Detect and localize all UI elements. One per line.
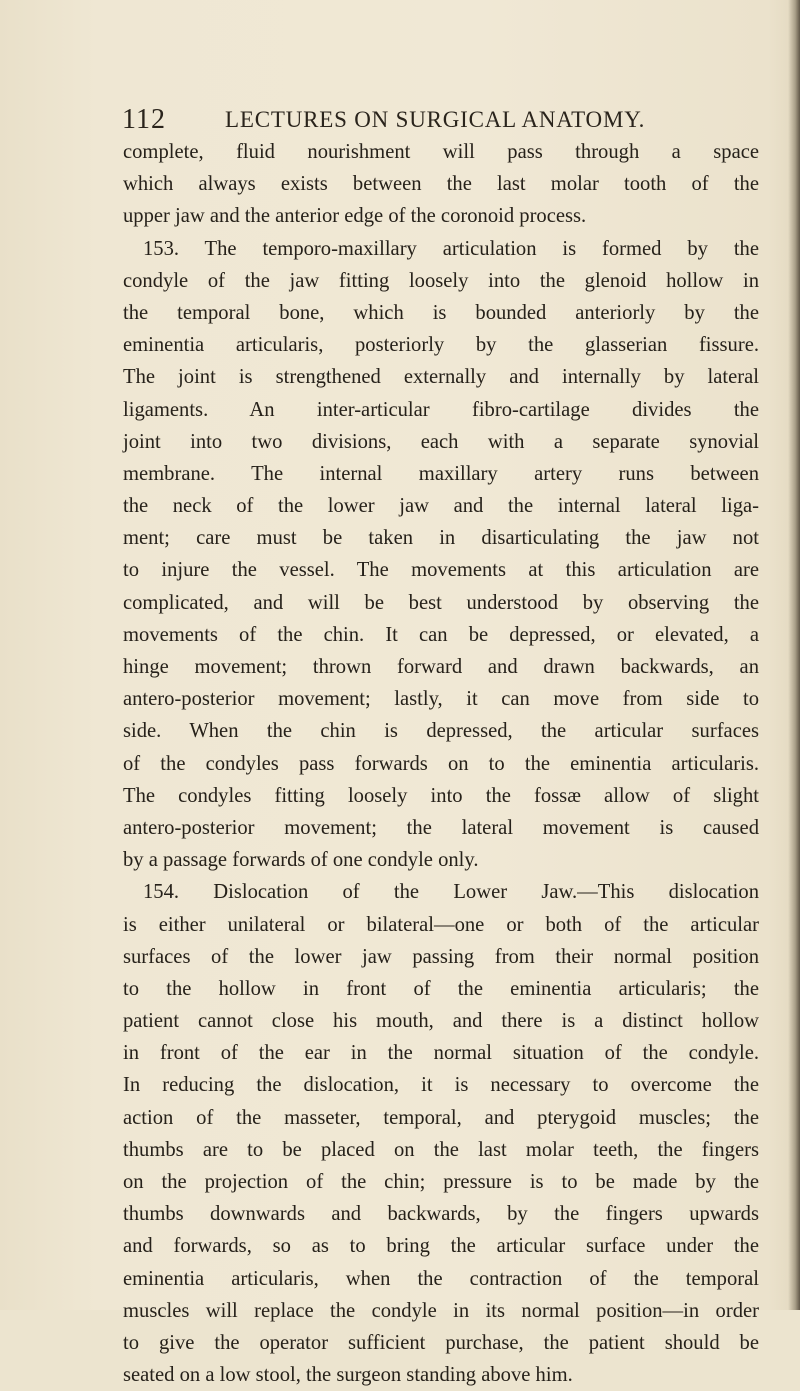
text-line: on the projection of the chin; pressure is to be made by the [123,1171,759,1193]
page-edge-shadow [788,0,800,1310]
running-head [122,100,722,140]
body-text [123,136,759,1391]
text-line: action of the masseter, temporal, and pterygoid muscles; the [123,1106,759,1129]
text-line: joint into two divisions, each with a separate synovial [123,430,759,453]
text-line: complete, fluid nourishment will pass through a space [123,141,759,163]
text-line: condyle of the jaw fitting loosely into the glenoid hollow in [123,269,759,292]
text-line: to injure the vessel. The movements at this articulation are [123,559,759,582]
paragraph-154-start: 154. Dislocation of the Lower Jaw.—This dislocation [143,881,759,904]
text-line: to the hollow in front of the eminentia articularis; the [123,977,759,1000]
text-line: antero-posterior movement; the lateral movement is caused [123,816,759,839]
text-line: thumbs are to be placed on the last molar teeth, the fingers [123,1138,759,1161]
text-line: muscles will replace the condyle in its normal position—in order [123,1299,759,1322]
text-line: antero-posterior movement; lastly, it can move from side to [123,688,759,711]
text-line: of the condyles pass forwards on to the eminentia articularis. [123,752,759,775]
text-line: thumbs downwards and backwards, by the fingers upwards [123,1203,759,1226]
text-line: ment; care must be taken in disarticulating the jaw not [123,527,759,550]
text-line: and forwards, so as to bring the articular surface under the [123,1235,759,1258]
text-line: upper jaw and the anterior edge of the coronoid process. [123,205,587,228]
text-line: surfaces of the lower jaw passing from their normal position [123,945,759,968]
text-line: side. When the chin is depressed, the articular surfaces [123,720,759,743]
text-line: complicated, and will be best understood by observing the [123,591,759,614]
text-line: which always exists between the last molar tooth of the [123,173,759,196]
text-line: in front of the ear in the normal situation of the condyle. [123,1042,759,1065]
text-line: is either unilateral or bilateral—one or both of the articular [123,913,759,936]
text-line: The joint is strengthened externally and internally by lateral [123,366,759,389]
text-line: ligaments. An inter-articular fibro-cartilage divides the [123,398,759,421]
page-number: 112 [122,104,166,135]
paragraph-153-start: 153. The temporo-maxillary articulation is formed by the [143,237,759,260]
text-line: to give the operator sufficient purchase, the patient should be [123,1331,759,1354]
running-title: LECTURES ON SURGICAL ANATOMY. [225,107,646,132]
text-line: hinge movement; thrown forward and drawn backwards, an [123,656,759,678]
text-line: movements of the chin. It can be depressed, or elevated, a [123,623,759,646]
text-line: the neck of the lower jaw and the internal lateral liga- [123,495,759,518]
text-line: The condyles fitting loosely into the fossæ allow of slight [123,784,759,807]
text-line: membrane. The internal maxillary artery runs between [123,462,759,485]
text-line: the temporal bone, which is bounded anteriorly by the [123,301,759,324]
text-line: eminentia articularis, posteriorly by the glasserian fissure. [123,334,759,357]
text-line: by a passage forwards of one condyle only. [123,849,479,872]
text-line: seated on a low stool, the surgeon standing above him. [123,1364,573,1387]
text-line: patient cannot close his mouth, and there is a distinct hollow [123,1010,759,1033]
text-line: eminentia articularis, when the contraction of the temporal [123,1267,759,1290]
text-line: In reducing the dislocation, it is necessary to overcome the [123,1074,759,1097]
